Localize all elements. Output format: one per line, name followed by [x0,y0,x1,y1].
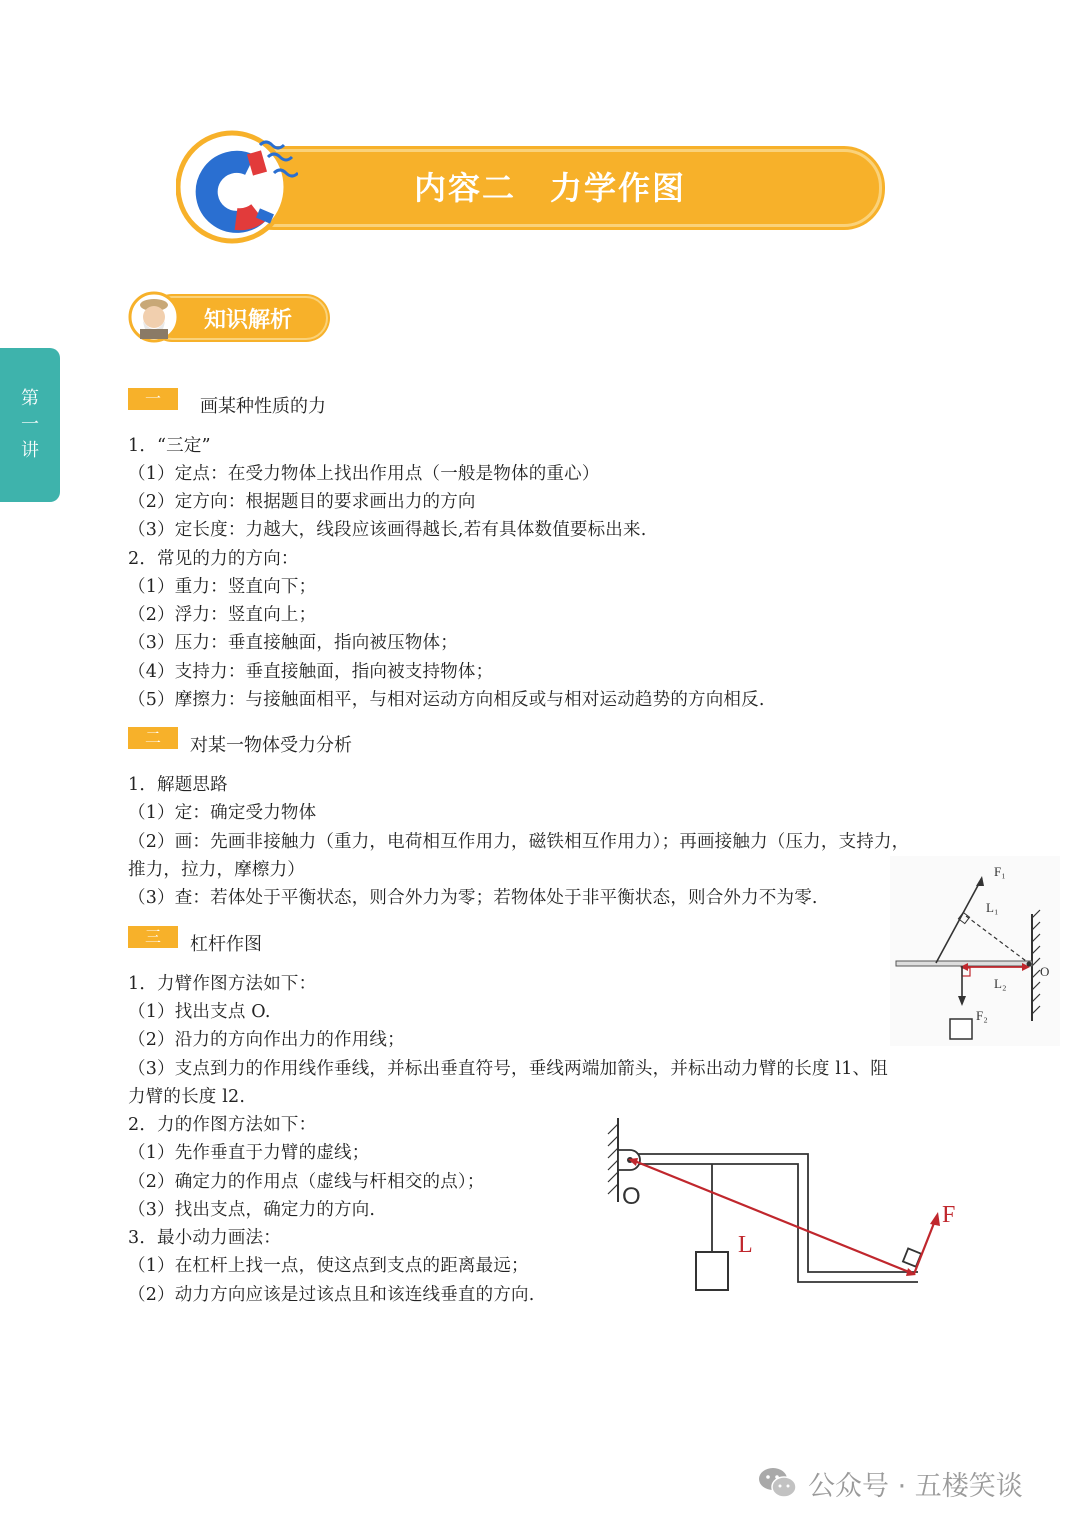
text-line: （1）先作垂直于力臂的虚线； [128,1143,370,1163]
banner-title: 内容二 力学作图 [413,169,686,207]
label-l1: L₁ [986,900,999,915]
content-banner [176,127,884,245]
text-line: 推力，拉力，摩檫力） [128,860,305,880]
section-title: 杠杆作图 [190,934,262,955]
side-tab-char: 一 [21,414,39,435]
text-line: （3）支点到力的作用线作垂线，并标出垂直符号，垂线两端加箭头，并标出动力臂的长度 l1、阻 [128,1059,888,1079]
text-line: 1．力臂作图方法如下： [128,974,317,994]
side-tab-char: 第 [21,388,39,409]
text-line: 3．最小动力画法： [128,1228,281,1248]
knowledge-label: 知识解析 [204,308,293,333]
side-tab-char: 讲 [21,440,39,461]
section-badge: 一 [128,388,178,410]
text-line: （1）定点：在受力物体上找出作用点（一般是物体的重心） [128,464,600,484]
teacher-avatar-icon [128,291,184,343]
text-line: （3）定长度：力越大，线段应该画得越长,若有具体数值要标出来. [128,520,647,540]
section-badge: 二 [128,727,178,749]
section-badge: 三 [128,926,178,948]
text-line: 力臂的长度 l2. [128,1087,246,1107]
text-line: 1．“三定” [128,436,211,456]
text-line: （2）画：先画非接触力（重力，电荷相互作用力，磁铁相互作用力）；再画接触力（压力，支持力， [128,832,910,852]
section-title: 画某种性质的力 [200,396,326,417]
knowledge-heading [128,291,328,343]
label-f2: F₂ [976,1008,988,1023]
text-line: 1．解题思路 [128,775,228,795]
wechat-icon [758,1466,798,1500]
text-line: （2）确定力的作用点（虚线与杆相交的点）； [128,1172,485,1192]
label-f: F [942,1202,956,1228]
text-line: （2）定方向：根据题目的要求画出力的方向 [128,492,476,512]
text-line: （3）找出支点，确定力的方向. [128,1200,376,1220]
label-l: L [738,1232,753,1258]
chapter-side-tab [0,348,60,502]
text-line: （5）摩擦力：与接触面相平，与相对运动方向相反或与相对运动趋势的方向相反. [128,690,765,710]
label-f1: F₁ [994,864,1006,879]
text-line: （1）重力：竖直向下； [128,577,317,597]
lever-arm-figure [890,856,1060,1046]
text-line: （2）沿力的方向作出力的作用线； [128,1030,405,1050]
text-line: （4）支持力：垂直接触面，指向被支持物体； [128,662,494,682]
text-line: 2．常见的力的方向： [128,549,299,569]
label-l2: L₂ [994,976,1007,991]
label-o: O [622,1183,641,1210]
footer-text: 公众号 · 五楼笑谈 [808,1470,1023,1502]
text-line: （1）找出支点 O. [128,1002,271,1022]
text-line: （3）查：若体处于平衡状态，则合外力为零；若物体处于非平衡状态，则合外力不为零. [128,888,818,908]
text-line: （1）定：确定受力物体 [128,803,317,823]
section-title: 对某一物体受力分析 [190,735,352,756]
text-line: 2．力的作图方法如下： [128,1115,317,1135]
footer-watermark [758,1463,1023,1503]
text-line: （3）压力：垂直接触面，指向被压物体； [128,633,458,653]
label-o: O [1040,964,1050,979]
text-line: （2）动力方向应该是过该点且和该连线垂直的方向. [128,1285,535,1305]
text-line: （1）在杠杆上找一点，使这点到支点的距离最远； [128,1256,529,1276]
bent-lever-figure [600,1110,970,1306]
text-line: （2）浮力：竖直向上； [128,605,317,625]
